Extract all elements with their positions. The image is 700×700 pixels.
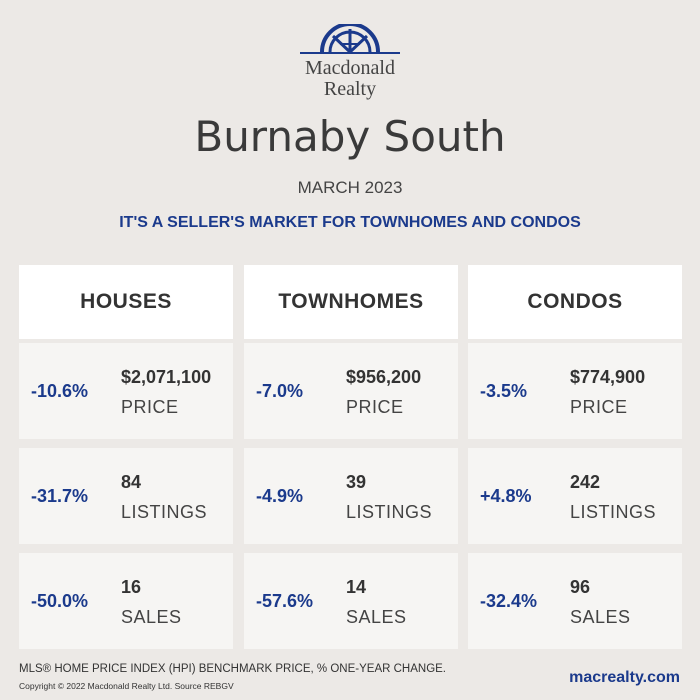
stat-label: PRICE (570, 397, 628, 417)
stat-value: 39 (346, 472, 367, 492)
stat-change: -4.9% (256, 486, 304, 506)
stat-label: PRICE (346, 397, 404, 417)
stat-change: -31.7% (31, 486, 89, 506)
stat-label: PRICE (121, 397, 179, 417)
column-heading: CONDOS (468, 265, 682, 339)
stat-change: +4.8% (480, 486, 532, 506)
stat-card-listings (468, 448, 682, 544)
stat-label: SALES (346, 607, 407, 627)
stat-value: 242 (570, 472, 601, 492)
stat-value: 14 (346, 577, 367, 597)
page-title: Burnaby South (194, 112, 506, 161)
stat-card-price (19, 343, 233, 439)
stat-card-sales (468, 553, 682, 649)
stat-label: SALES (121, 607, 182, 627)
stat-label: LISTINGS (346, 502, 433, 522)
logo-text-macdonald: Macdonald (305, 57, 395, 79)
stat-card-sales (244, 553, 458, 649)
stat-change: -50.0% (31, 591, 89, 611)
footer-note: MLS® HOME PRICE INDEX (HPI) BENCHMARK PRICE, % ONE-YEAR CHANGE. (19, 663, 447, 675)
column-townhomes (244, 265, 458, 627)
column-heading: HOUSES (19, 265, 233, 339)
stat-card-listings (19, 448, 233, 544)
stat-card-price (244, 343, 458, 439)
logo-text-realty: Realty (323, 78, 377, 100)
stat-value: $774,900 (570, 367, 646, 387)
footer-copyright: Copyright © 2022 Macdonald Realty Ltd. Source REBGV (19, 681, 234, 691)
stat-card-sales (19, 553, 233, 649)
stat-change: -7.0% (256, 381, 304, 401)
column-houses (19, 265, 233, 627)
macdonald-realty-emblem-icon (300, 24, 400, 56)
column-condos (468, 265, 682, 627)
stat-label: LISTINGS (570, 502, 657, 522)
stat-change: -3.5% (480, 381, 528, 401)
stat-value: $956,200 (346, 367, 422, 387)
stat-change: -32.4% (480, 591, 538, 611)
stat-change: -57.6% (256, 591, 314, 611)
brand-logo (0, 24, 700, 100)
stat-change: -10.6% (31, 381, 89, 401)
stat-value: 16 (121, 577, 142, 597)
stat-card-listings (244, 448, 458, 544)
stat-card-price (468, 343, 682, 439)
stat-value: 96 (570, 577, 591, 597)
market-tagline: IT'S A SELLER'S MARKET FOR TOWNHOMES AND CONDOS (119, 214, 581, 231)
stat-value: $2,071,100 (121, 367, 212, 387)
stat-label: LISTINGS (121, 502, 208, 522)
column-heading: TOWNHOMES (244, 265, 458, 339)
stat-value: 84 (121, 472, 142, 492)
stat-label: SALES (570, 607, 631, 627)
website-link[interactable]: macrealty.com (569, 669, 680, 686)
report-period: MARCH 2023 (297, 178, 403, 197)
